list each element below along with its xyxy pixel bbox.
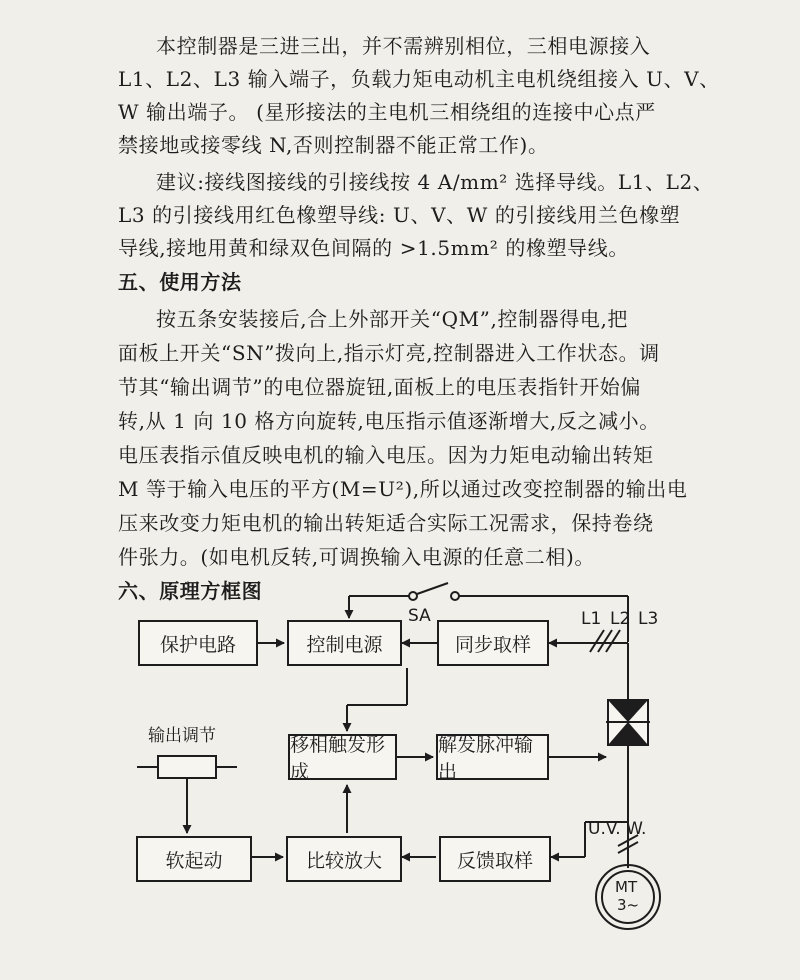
- text-line: 导线,接地用黄和绿双色间隔的 >1.5mm² 的橡塑导线。: [118, 236, 629, 260]
- uvw-label: U.V. W.: [588, 819, 647, 839]
- sa-contact-right: [451, 592, 459, 600]
- text-line: 禁接地或接零线 N,否则控制器不能正常工作)。: [118, 133, 549, 157]
- feedback-sampling-box: 反馈取样: [439, 836, 551, 882]
- text-line: 按五条安装接后,合上外部开关“QM”,控制器得电,把: [156, 307, 628, 331]
- soft-start-box: 软起动: [136, 836, 252, 882]
- sync-sampling-box: 同步取样: [437, 620, 549, 666]
- text-line: M 等于输入电压的平方(M=U²),所以通过改变控制器的输出电: [118, 477, 688, 501]
- text-line: 电压表指示值反映电机的输入电压。因为力矩电动输出转矩: [118, 443, 654, 467]
- sa-switch-label: SA: [408, 606, 431, 626]
- phase-shift-trigger-box: 移相触发形成: [288, 734, 397, 780]
- text-line: 转,从 1 向 10 格方向旋转,电压指示值逐渐增大,反之减小。: [118, 409, 660, 433]
- output-adjust-label: 输出调节: [148, 726, 216, 746]
- section-heading: 五、使用方法: [118, 270, 242, 294]
- sa-switch-blade: [417, 583, 448, 594]
- text-line: L3 的引接线用红色橡塑导线: U、V、W 的引接线用兰色橡塑: [118, 203, 681, 227]
- l3-label: L3: [638, 609, 659, 629]
- text-line: 本控制器是三进三出，并不需辨别相位，三相电源接入: [156, 34, 651, 58]
- l1-label: L1: [581, 609, 602, 629]
- text-line: L1、L2、L3 输入端子，负载力矩电动机主电机绕组接入 U、V、: [118, 67, 720, 91]
- potentiometer-symbol: [158, 756, 216, 778]
- motor-label-bottom: 3~: [617, 896, 640, 914]
- text-line: 件张力。(如电机反转,可调换输入电源的任意二相)。: [118, 545, 595, 569]
- text-line: 压来改变力矩电机的输出转矩适合实际工况需求，保持卷绕: [118, 511, 654, 535]
- text-line: W 输出端子。 (星形接法的主电机三相绕组的连接中心点严: [118, 100, 656, 124]
- text-line: 面板上开关“SN”拨向上,指示灯亮,控制器进入工作状态。调: [118, 341, 660, 365]
- protection-circuit-box: 保护电路: [138, 620, 258, 666]
- sa-contact-left: [409, 592, 417, 600]
- text-line: 节其“输出调节”的电位器旋钮,面板上的电压表指针开始偏: [118, 375, 642, 399]
- motor-label-top: MT: [615, 878, 638, 896]
- text-line: 建议:接线图接线的引接线按 4 A/mm² 选择导线。L1、L2、: [156, 170, 714, 194]
- control-power-box: 控制电源: [287, 620, 402, 666]
- thyristor-icon: [606, 700, 650, 745]
- compare-amplify-box: 比较放大: [286, 836, 402, 882]
- section-heading: 六、原理方框图: [118, 579, 263, 603]
- l2-label: L2: [610, 609, 631, 629]
- trigger-pulse-output-box: 解发脉冲输出: [436, 734, 549, 780]
